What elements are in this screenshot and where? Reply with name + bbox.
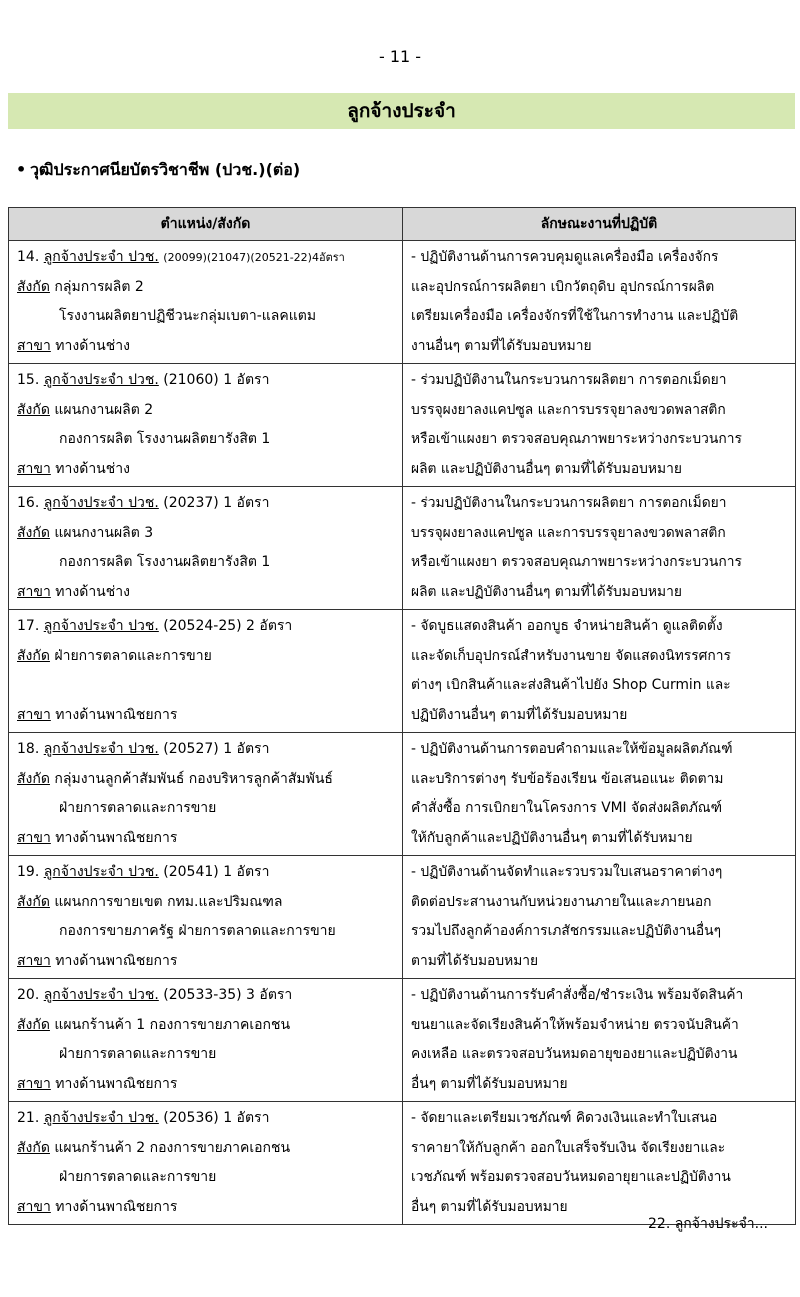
position-cell bbox=[9, 487, 403, 610]
position-code: (20099)(21047)(20521-22)4อัตรา bbox=[163, 251, 345, 264]
branch-label: สาขา bbox=[17, 706, 51, 723]
duty-line: อื่นๆ ตามที่ได้รับมอบหมาย bbox=[411, 1075, 568, 1092]
affiliation-line bbox=[17, 888, 396, 918]
duty-line: รวมไปถึงลูกค้าองค์การเภสัชกรรมและปฏิบัติงานอื่นๆ bbox=[411, 923, 721, 939]
duties-cell bbox=[403, 364, 796, 487]
affiliation-text: แผนกร้านค้า 2 กองการขายภาคเอกชน bbox=[54, 1139, 291, 1156]
branch-text: ทางด้านพาณิชยการ bbox=[55, 829, 178, 846]
affiliation-text: กลุ่มการผลิต 2 bbox=[54, 278, 144, 295]
table-row bbox=[9, 856, 796, 979]
table-row bbox=[9, 364, 796, 487]
position-code: (21060) 1 อัตรา bbox=[163, 372, 270, 388]
affiliation-continuation: กองการผลิต โรงงานผลิตยารังสิต 1 bbox=[59, 431, 271, 447]
branch-text: ทางด้านพาณิชยการ bbox=[55, 706, 178, 723]
position-cell bbox=[9, 1102, 403, 1225]
position-title-line bbox=[17, 612, 396, 642]
position-title-line bbox=[17, 1104, 396, 1134]
position-title-line bbox=[17, 981, 396, 1011]
duty-line: และอุปกรณ์การผลิตยา เบิกวัตถุดิบ อุปกรณ์การผลิต bbox=[411, 278, 715, 295]
position-title: ลูกจ้างประจำ ปวช. bbox=[43, 249, 159, 265]
table-row bbox=[9, 610, 796, 733]
duty-line: - ปฏิบัติงานด้านการรับคำสั่งซื้อ/ชำระเงิน พร้อมจัดสินค้า bbox=[411, 987, 744, 1003]
bullet-icon: • bbox=[16, 160, 27, 179]
duty-line: คำสั่งซื้อ การเบิกยาในโครงการ VMI จัดส่งผลิตภัณฑ์ bbox=[411, 800, 723, 816]
branch-label: สาขา bbox=[17, 583, 51, 600]
position-title: ลูกจ้างประจำ ปวช. bbox=[43, 372, 159, 388]
branch-label: สาขา bbox=[17, 952, 51, 969]
duty-line: - จัดยาและเตรียมเวชภัณฑ์ คิดวงเงินและทำใบเสนอ bbox=[411, 1110, 718, 1126]
position-title-line bbox=[17, 489, 396, 519]
affiliation-continuation: ฝ่ายการตลาดและการขาย bbox=[59, 800, 217, 816]
table-header-row bbox=[9, 208, 796, 241]
header-duties: ลักษณะงานที่ปฏิบัติ bbox=[403, 208, 796, 241]
duty-line: เตรียมเครื่องมือ เครื่องจักรที่ใช้ในการทำงาน และปฏิบัติ bbox=[411, 308, 739, 324]
duty-line: งานอื่นๆ ตามที่ได้รับมอบหมาย bbox=[411, 337, 592, 354]
duty-line: เวชภัณฑ์ พร้อมตรวจสอบวันหมดอายุยาและปฏิบัติงาน bbox=[411, 1169, 731, 1185]
affiliation-label: สังกัด bbox=[17, 524, 50, 541]
affiliation-continuation: ฝ่ายการตลาดและการขาย bbox=[59, 1046, 217, 1062]
table-row bbox=[9, 733, 796, 856]
position-title-line bbox=[17, 243, 396, 273]
duty-line: และจัดเก็บอุปกรณ์สำหรับงานขาย จัดแสดงนิทรรศการ bbox=[411, 647, 731, 664]
affiliation-line bbox=[17, 396, 396, 426]
position-code: (20237) 1 อัตรา bbox=[163, 495, 270, 511]
affiliation-text: แผนกงานผลิต 3 bbox=[54, 524, 154, 541]
affiliation-line bbox=[17, 1134, 396, 1164]
duty-line: คงเหลือ และตรวจสอบวันหมดอายุของยาและปฏิบัติงาน bbox=[411, 1046, 738, 1062]
affiliation-continuation bbox=[17, 671, 396, 701]
affiliation-line bbox=[17, 1011, 396, 1041]
duty-line: และบริการต่างๆ รับข้อร้องเรียน ข้อเสนอแนะ ติดตาม bbox=[411, 770, 724, 787]
positions-table bbox=[8, 207, 796, 1225]
duty-line: ปฏิบัติงานอื่นๆ ตามที่ได้รับมอบหมาย bbox=[411, 706, 628, 723]
affiliation-line bbox=[17, 273, 396, 303]
affiliation-label: สังกัด bbox=[17, 647, 50, 664]
position-title: ลูกจ้างประจำ ปวช. bbox=[43, 618, 159, 634]
position-cell bbox=[9, 733, 403, 856]
affiliation-line bbox=[17, 642, 396, 672]
position-title: ลูกจ้างประจำ ปวช. bbox=[43, 1110, 159, 1126]
branch-label: สาขา bbox=[17, 1075, 51, 1092]
continuation-note: 22. ลูกจ้างประจำ... bbox=[648, 1216, 769, 1232]
affiliation-continuation: โรงงานผลิตยาปฏิชีวนะกลุ่มเบตา-แลคแตม bbox=[59, 308, 317, 324]
position-code: (20527) 1 อัตรา bbox=[163, 741, 270, 757]
affiliation-text: แผนกการขายเขต กทม.และปริมณฑล bbox=[54, 893, 283, 910]
position-number: 18. bbox=[17, 741, 40, 757]
duty-line: - ร่วมปฏิบัติงานในกระบวนการผลิตยา การตอกเม็ดยา bbox=[411, 372, 727, 388]
duty-line: - ร่วมปฏิบัติงานในกระบวนการผลิตยา การตอกเม็ดยา bbox=[411, 495, 727, 511]
branch-label: สาขา bbox=[17, 1198, 51, 1215]
position-number: 15. bbox=[17, 372, 40, 388]
position-title-line bbox=[17, 735, 396, 765]
duty-line: ผลิต และปฏิบัติงานอื่นๆ ตามที่ได้รับมอบหมาย bbox=[411, 583, 682, 600]
position-title: ลูกจ้างประจำ ปวช. bbox=[43, 864, 159, 880]
duties-cell bbox=[403, 979, 796, 1102]
duty-line: - จัดบูธแสดงสินค้า ออกบูธ จำหน่ายสินค้า ดูแลติดตั้ง bbox=[411, 618, 723, 634]
branch-line bbox=[17, 578, 396, 608]
duty-line: ผลิต และปฏิบัติงานอื่นๆ ตามที่ได้รับมอบหมาย bbox=[411, 460, 682, 477]
branch-line bbox=[17, 947, 396, 977]
section-banner: ลูกจ้างประจำ bbox=[8, 93, 795, 129]
duty-line: - ปฏิบัติงานด้านจัดทำและรวบรวมใบเสนอราคาต่างๆ bbox=[411, 864, 723, 880]
position-cell bbox=[9, 610, 403, 733]
affiliation-label: สังกัด bbox=[17, 770, 50, 787]
affiliation-label: สังกัด bbox=[17, 278, 50, 295]
branch-line bbox=[17, 1193, 396, 1223]
duty-line: อื่นๆ ตามที่ได้รับมอบหมาย bbox=[411, 1198, 568, 1215]
table-row bbox=[9, 487, 796, 610]
branch-line bbox=[17, 824, 396, 854]
duty-line: ให้กับลูกค้าและปฏิบัติงานอื่นๆ ตามที่ได้รับหมาย bbox=[411, 829, 693, 846]
duty-line: บรรจุผงยาลงแคปซูล และการบรรจุยาลงขวดพลาสติก bbox=[411, 401, 726, 418]
duties-cell bbox=[403, 856, 796, 979]
branch-text: ทางด้านช่าง bbox=[55, 337, 130, 354]
affiliation-line bbox=[17, 519, 396, 549]
duty-line: ติดต่อประสานงานกับหน่วยงานภายในและภายนอก bbox=[411, 893, 712, 910]
branch-line bbox=[17, 332, 396, 362]
position-title-line bbox=[17, 366, 396, 396]
position-number: 19. bbox=[17, 864, 40, 880]
position-number: 20. bbox=[17, 987, 40, 1003]
duty-line: ขนยาและจัดเรียงสินค้าให้พร้อมจำหน่าย ตรวจนับสินค้า bbox=[411, 1016, 739, 1033]
table-row bbox=[9, 241, 796, 364]
affiliation-continuation: กองการขายภาครัฐ ฝ่ายการตลาดและการขาย bbox=[59, 923, 336, 939]
duties-cell bbox=[403, 1102, 796, 1225]
position-title-line bbox=[17, 858, 396, 888]
branch-text: ทางด้านพาณิชยการ bbox=[55, 1198, 178, 1215]
affiliation-text: แผนกงานผลิต 2 bbox=[54, 401, 154, 418]
branch-line bbox=[17, 701, 396, 731]
affiliation-label: สังกัด bbox=[17, 401, 50, 418]
position-code: (20533-35) 3 อัตรา bbox=[163, 987, 293, 1003]
duty-line: ตามที่ได้รับมอบหมาย bbox=[411, 952, 539, 969]
position-number: 21. bbox=[17, 1110, 40, 1126]
subheading bbox=[16, 158, 300, 183]
position-cell bbox=[9, 241, 403, 364]
duty-line: หรือเข้าแผงยา ตรวจสอบคุณภาพยาระหว่างกระบวนการ bbox=[411, 431, 742, 447]
position-title: ลูกจ้างประจำ ปวช. bbox=[43, 741, 159, 757]
affiliation-text: กลุ่มงานลูกค้าสัมพันธ์ กองบริหารลูกค้าสัมพันธ์ bbox=[54, 770, 333, 787]
page-number: - 11 - bbox=[378, 47, 422, 66]
branch-text: ทางด้านช่าง bbox=[55, 460, 130, 477]
branch-text: ทางด้านช่าง bbox=[55, 583, 130, 600]
branch-line bbox=[17, 1070, 396, 1100]
subheading-text: วุฒิประกาศนียบัตรวิชาชีพ (ปวช.)(ต่อ) bbox=[30, 160, 301, 179]
table-row bbox=[9, 979, 796, 1102]
duties-cell bbox=[403, 610, 796, 733]
affiliation-label: สังกัด bbox=[17, 1016, 50, 1033]
affiliation-continuation: ฝ่ายการตลาดและการขาย bbox=[59, 1169, 217, 1185]
duty-line: หรือเข้าแผงยา ตรวจสอบคุณภาพยาระหว่างกระบวนการ bbox=[411, 554, 742, 570]
duties-cell bbox=[403, 487, 796, 610]
affiliation-text: ฝ่ายการตลาดและการขาย bbox=[54, 647, 212, 664]
position-code: (20536) 1 อัตรา bbox=[163, 1110, 270, 1126]
position-number: 14. bbox=[17, 249, 40, 265]
position-code: (20524-25) 2 อัตรา bbox=[163, 618, 293, 634]
duty-line: - ปฏิบัติงานด้านการตอบคำถามและให้ข้อมูลผลิตภัณฑ์ bbox=[411, 741, 733, 757]
position-cell bbox=[9, 364, 403, 487]
position-cell bbox=[9, 856, 403, 979]
position-title: ลูกจ้างประจำ ปวช. bbox=[43, 987, 159, 1003]
affiliation-text: แผนกร้านค้า 1 กองการขายภาคเอกชน bbox=[54, 1016, 291, 1033]
branch-text: ทางด้านพาณิชยการ bbox=[55, 952, 178, 969]
table-row bbox=[9, 1102, 796, 1225]
duties-cell bbox=[403, 241, 796, 364]
duty-line: บรรจุผงยาลงแคปซูล และการบรรจุยาลงขวดพลาสติก bbox=[411, 524, 726, 541]
position-number: 17. bbox=[17, 618, 40, 634]
duty-line: ราคายาให้กับลูกค้า ออกใบเสร็จรับเงิน จัดเรียงยาและ bbox=[411, 1139, 726, 1156]
position-number: 16. bbox=[17, 495, 40, 511]
branch-label: สาขา bbox=[17, 829, 51, 846]
duty-line: - ปฏิบัติงานด้านการควบคุมดูแลเครื่องมือ เครื่องจักร bbox=[411, 249, 719, 265]
affiliation-label: สังกัด bbox=[17, 1139, 50, 1156]
duties-cell bbox=[403, 733, 796, 856]
position-title: ลูกจ้างประจำ ปวช. bbox=[43, 495, 159, 511]
duty-line: ต่างๆ เบิกสินค้าและส่งสินค้าไปยัง Shop Curmin และ bbox=[411, 677, 731, 693]
affiliation-label: สังกัด bbox=[17, 893, 50, 910]
branch-label: สาขา bbox=[17, 337, 51, 354]
affiliation-line bbox=[17, 765, 396, 795]
branch-line bbox=[17, 455, 396, 485]
affiliation-continuation: กองการผลิต โรงงานผลิตยารังสิต 1 bbox=[59, 554, 271, 570]
header-position: ตำแหน่ง/สังกัด bbox=[9, 208, 403, 241]
branch-label: สาขา bbox=[17, 460, 51, 477]
position-cell bbox=[9, 979, 403, 1102]
branch-text: ทางด้านพาณิชยการ bbox=[55, 1075, 178, 1092]
position-code: (20541) 1 อัตรา bbox=[163, 864, 270, 880]
